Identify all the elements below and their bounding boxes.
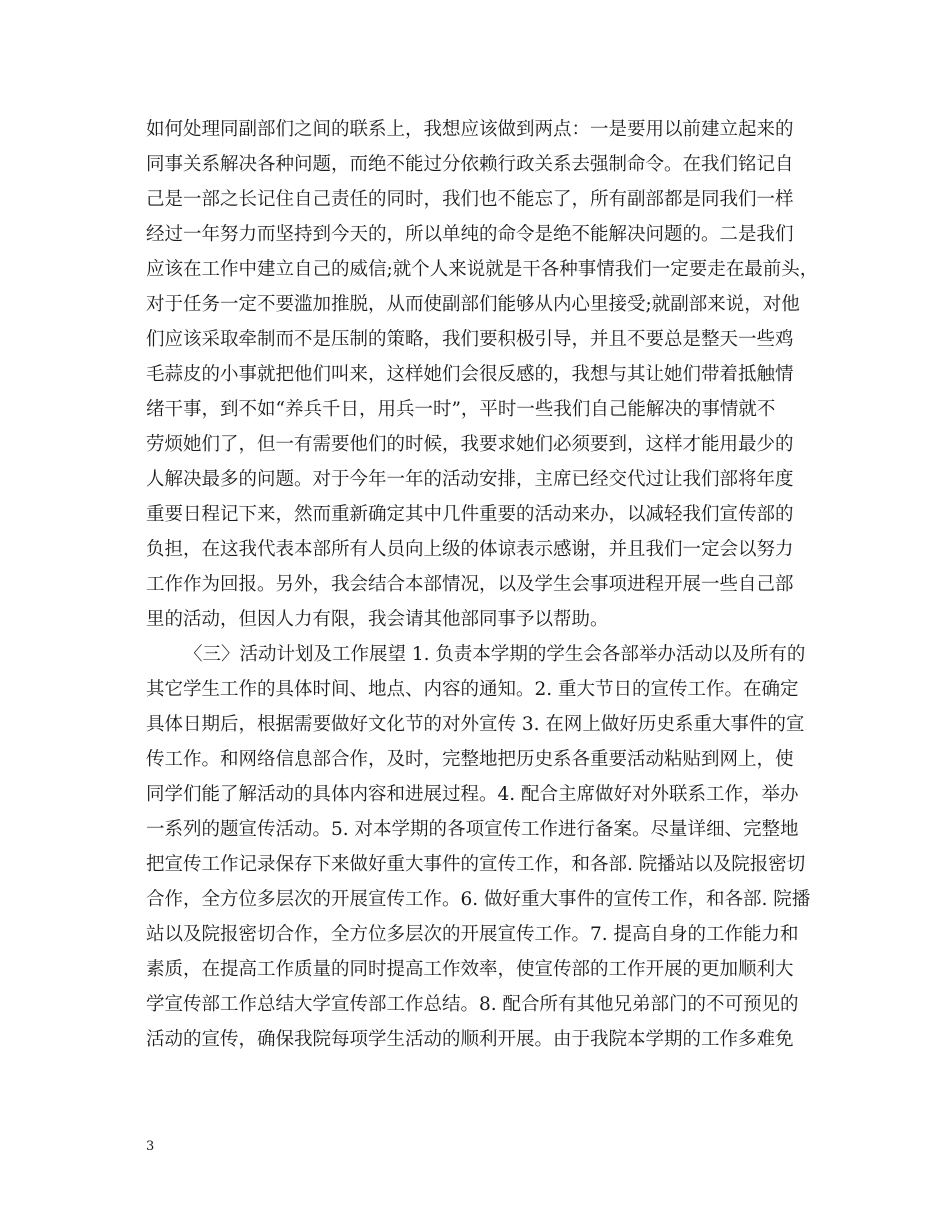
text-line: 经过一年努力而坚持到今天的，所以单纯的命令是绝不能解决问题的。二是我们 (146, 224, 794, 245)
text-line: 人解决最多的问题。对于今年一年的活动安排，主席已经交代过让我们部将年度 (146, 469, 794, 490)
text-line: 里的活动，但因人力有限，我会请其他部同事予以帮助。 (146, 609, 609, 630)
text-line: 〈三〉活动计划及工作展望 1. 负责本学期的学生会各部举办活动以及所有的 (184, 644, 806, 665)
text-line: 毛蒜皮的小事就把他们叫来，这样她们会很反感的，我想与其让她们带着抵触情 (146, 364, 794, 385)
text-line: 们应该采取牵制而不是压制的策略，我们要积极引导，并且不要总是整天一些鸡 (146, 329, 794, 350)
text-line: 重要日程记下来，然而重新确定其中几件重要的活动来办，以减轻我们宣传部的 (146, 504, 794, 525)
text-line: 学宣传部工作总结大学宣传部工作总结。8. 配合所有其他兄弟部门的不可预见的 (146, 994, 799, 1015)
text-line: 己是一部之长记住自己责任的同时，我们也不能忘了，所有副部都是同我们一样 (146, 189, 794, 210)
paragraph-2 (146, 637, 826, 1057)
text-line: 同学们能了解活动的具体内容和进展过程。4. 配合主席做好对外联系工作，举办 (146, 784, 799, 805)
text-line: 对于任务一定不要滥加推脱，从而使副部们能够从内心里接受;就副部来说，对他 (146, 294, 800, 315)
text-line: 一系列的题宣传活动。5. 对本学期的各项宣传工作进行备案。尽量详细、完整地 (146, 819, 799, 840)
text-line: 负担，在这我代表本部所有人员向上级的体谅表示感谢，并且我们一定会以努力 (146, 539, 794, 560)
text-line: 绪干事，到不如“养兵千日，用兵一时”，平时一些我们自己能解决的事情就不 (146, 399, 776, 420)
text-line: 素质，在提高工作质量的同时提高工作效率，使宣传部的工作开展的更加顺利大 (146, 959, 794, 980)
page-number: 3 (146, 1139, 155, 1154)
text-line: 活动的宣传，确保我院每项学生活动的顺利开展。由于我院本学期的工作多难免 (146, 1029, 794, 1050)
text-line: 站以及院报密切合作，全方位多层次的开展宣传工作。7. 提高自身的工作能力和 (146, 924, 799, 945)
text-line: 如何处理同副部们之间的联系上，我想应该做到两点：一是要用以前建立起来的 (146, 119, 794, 140)
text-line: 把宣传工作记录保存下来做好重大事件的宣传工作，和各部. 院播站以及院报密切 (146, 854, 806, 875)
text-line: 其它学生工作的具体时间、地点、内容的通知。2. 重大节日的宣传工作。在确定 (146, 679, 799, 700)
body-text (146, 112, 826, 1057)
text-line: 具体日期后，根据需要做好文化节的对外宣传 3. 在网上做好历史系重大事件的宣 (146, 714, 805, 735)
text-line: 传工作。和网络信息部合作，及时，完整地把历史系各重要活动粘贴到网上，使 (146, 749, 794, 770)
text-line: 同事关系解决各种问题，而绝不能过分依赖行政关系去强制命令。在我们铭记自 (146, 154, 794, 175)
text-line: 应该在工作中建立自己的威信;就个人来说就是干各种事情我们一定要走在最前头， (146, 259, 819, 280)
text-line: 劳烦她们了，但一有需要他们的时候，我要求她们必须要到，这样才能用最少的 (146, 434, 794, 455)
text-line: 合作，全方位多层次的开展宣传工作。6. 做好重大事件的宣传工作，和各部. 院播 (146, 889, 811, 910)
paragraph-1 (146, 112, 826, 637)
text-line: 工作作为回报。另外，我会结合本部情况，以及学生会事项进程开展一些自己部 (146, 574, 794, 595)
